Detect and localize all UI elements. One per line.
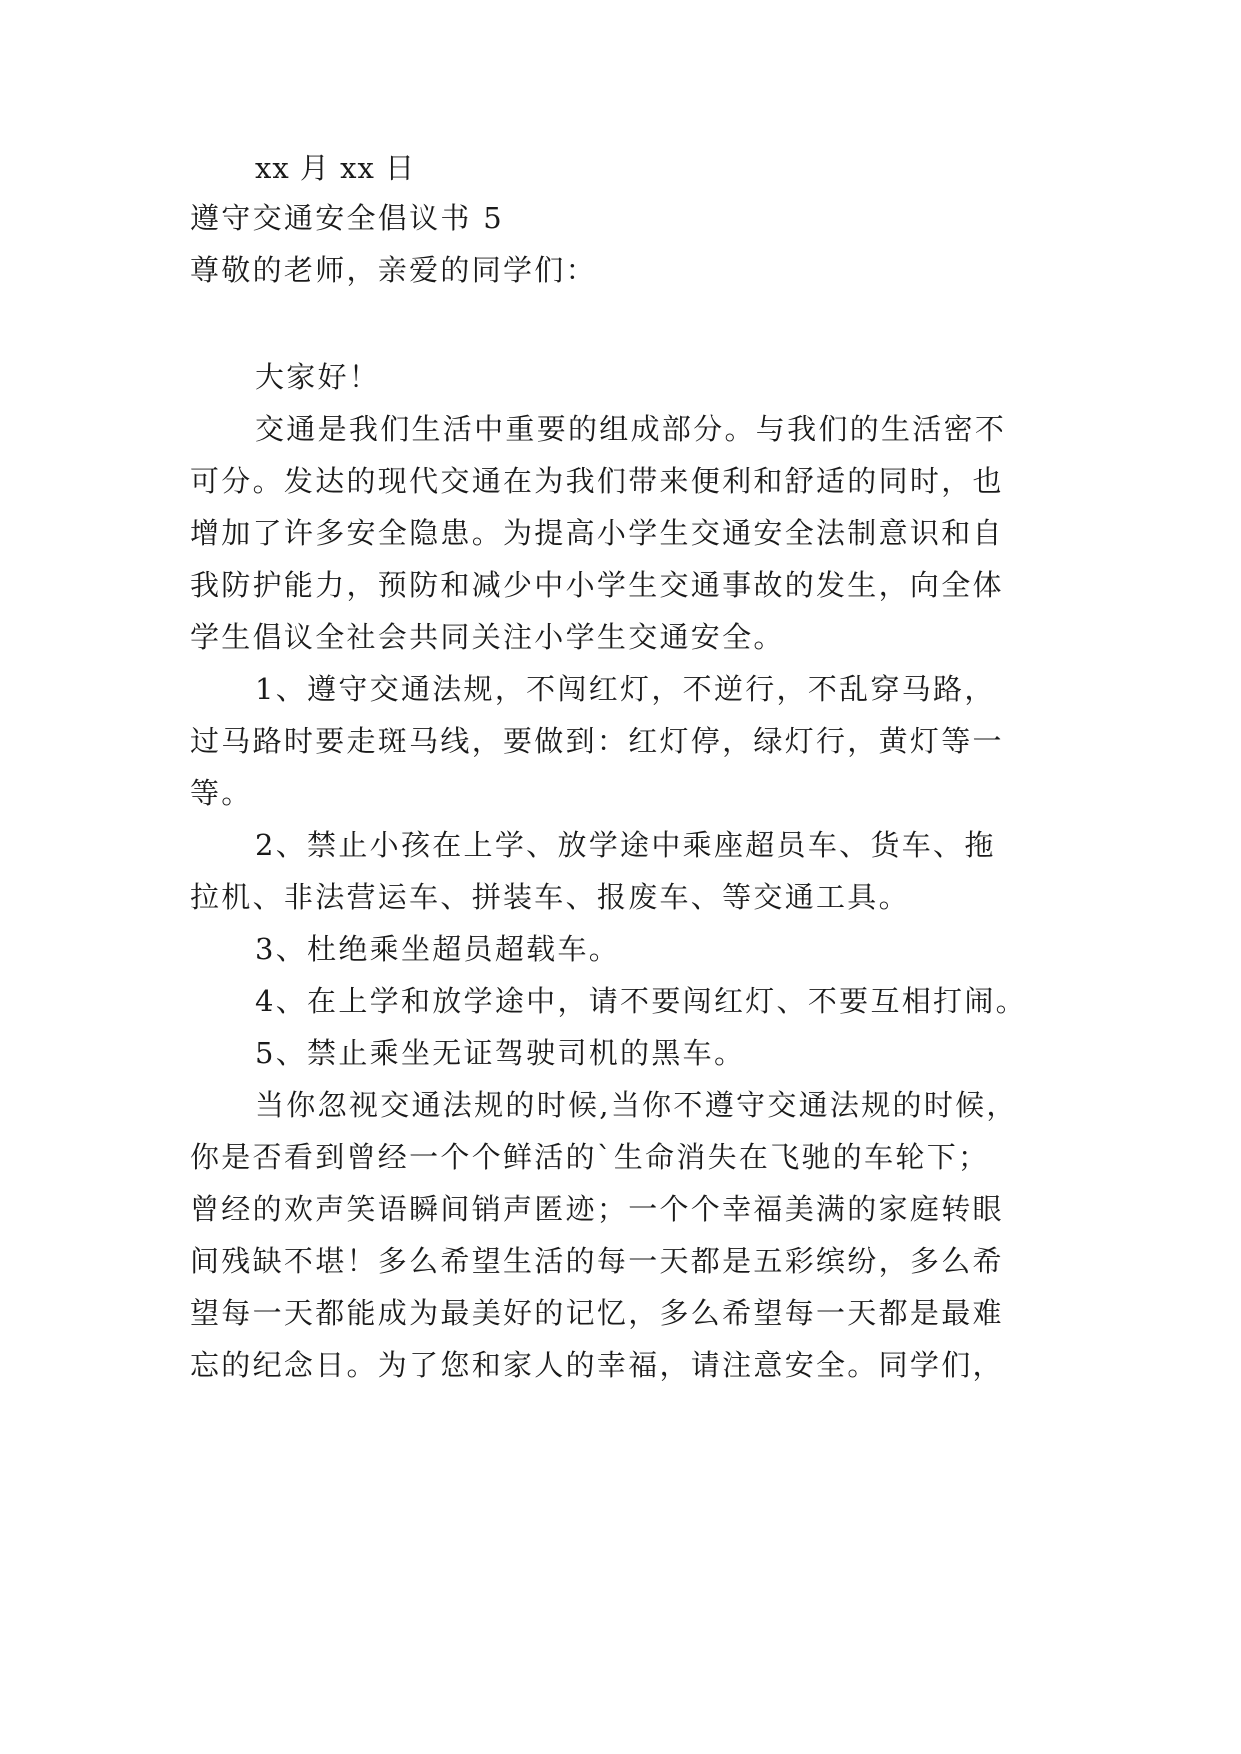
list-item-3: 3、杜绝乘坐超员超载车。 — [255, 932, 621, 966]
paragraph-line: 当你忽视交通法规的时候,当你不遵守交通法规的时候， — [255, 1088, 1018, 1122]
document-title: 遵守交通安全倡议书 5 — [190, 201, 504, 235]
greeting: 大家好！ — [255, 360, 381, 394]
paragraph-line: 望每一天都能成为最美好的记忆，多么希望每一天都是最难 — [190, 1296, 1004, 1330]
paragraph-line: 学生倡议全社会共同关注小学生交通安全。 — [190, 620, 785, 654]
paragraph-line: 曾经的欢声笑语瞬间销声匿迹；一个个幸福美满的家庭转眼 — [190, 1192, 1004, 1226]
salutation: 尊敬的老师，亲爱的同学们： — [190, 253, 597, 287]
list-item-1: 1、遵守交通法规，不闯红灯，不逆行，不乱穿马路， — [255, 672, 996, 706]
paragraph-line: 忘的纪念日。为了您和家人的幸福，请注意安全。同学们， — [190, 1348, 1004, 1382]
list-item-2: 2、禁止小孩在上学、放学途中乘座超员车、货车、拖 — [255, 828, 996, 862]
paragraph-line: 可分。发达的现代交通在为我们带来便利和舒适的同时，也 — [190, 464, 1004, 498]
paragraph-line: 等。 — [190, 776, 253, 810]
paragraph-line: 你是否看到曾经一个个鲜活的`生命消失在飞驰的车轮下； — [190, 1140, 990, 1174]
list-item-5: 5、禁止乘坐无证驾驶司机的黑车。 — [255, 1036, 746, 1070]
date-line: xx 月 xx 日 — [255, 151, 416, 185]
paragraph-line: 间残缺不堪！多么希望生活的每一天都是五彩缤纷，多么希 — [190, 1244, 1004, 1278]
paragraph-line: 拉机、非法营运车、拼装车、报废车、等交通工具。 — [190, 880, 910, 914]
list-item-4: 4、在上学和放学途中，请不要闯红灯、不要互相打闹。 — [255, 984, 1027, 1018]
paragraph-line: 交通是我们生活中重要的组成部分。与我们的生活密不 — [255, 412, 1007, 446]
paragraph-line: 我防护能力，预防和减少中小学生交通事故的发生，向全体 — [190, 568, 1004, 602]
paragraph-line: 增加了许多安全隐患。为提高小学生交通安全法制意识和自 — [190, 516, 1004, 550]
paragraph-line: 过马路时要走斑马线，要做到：红灯停，绿灯行，黄灯等一 — [190, 724, 1004, 758]
